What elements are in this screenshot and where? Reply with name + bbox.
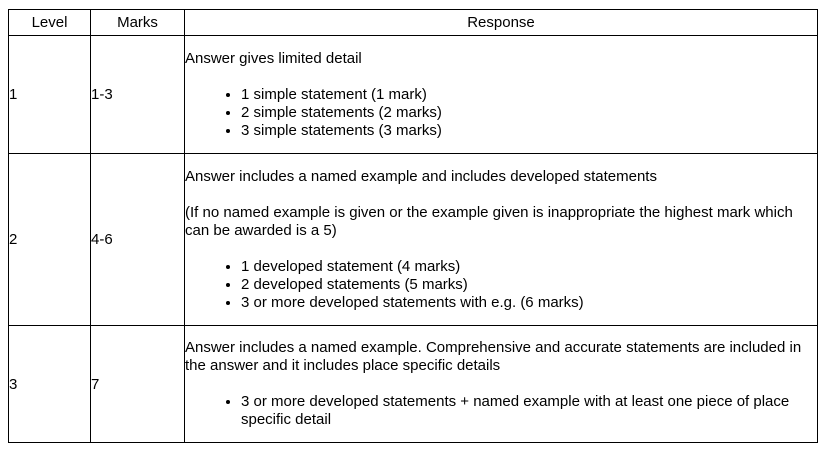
header-marks: Marks bbox=[91, 10, 185, 36]
mark-scheme-table bbox=[8, 9, 818, 443]
list-item: • 2 developed statements (5 marks) bbox=[241, 276, 817, 294]
response-list bbox=[185, 86, 817, 140]
table-row bbox=[9, 154, 818, 326]
response-cell bbox=[185, 326, 818, 443]
table-row bbox=[9, 326, 818, 443]
marks-cell: 1-3 bbox=[91, 36, 185, 154]
list-item: • 3 or more developed statements + named example with at least one piece of place specific detail bbox=[241, 393, 817, 429]
level-cell: 2 bbox=[9, 154, 91, 326]
level-cell: 3 bbox=[9, 326, 91, 443]
response-intro: Answer gives limited detail bbox=[185, 49, 362, 67]
response-list bbox=[185, 393, 817, 429]
list-item: • 2 simple statements (2 marks) bbox=[241, 104, 817, 122]
level-cell: 1 bbox=[9, 36, 91, 154]
response-intro: Answer includes a named example. Comprehensive and accurate statements are included in the answer and it includes place specific details bbox=[185, 339, 802, 374]
table-row bbox=[9, 36, 818, 154]
list-item: • 3 simple statements (3 marks) bbox=[241, 122, 817, 140]
list-item: • 1 developed statement (4 marks) bbox=[241, 258, 817, 276]
response-intro: Answer includes a named example and includes developed statements bbox=[185, 167, 657, 185]
response-cell bbox=[185, 154, 818, 326]
list-item: • 3 or more developed statements with e.g. (6 marks) bbox=[241, 294, 817, 312]
response-list bbox=[185, 258, 817, 312]
header-response: Response bbox=[185, 10, 818, 36]
header-level: Level bbox=[9, 10, 91, 36]
header-row bbox=[9, 10, 818, 36]
response-cell bbox=[185, 36, 818, 154]
marks-cell: 4-6 bbox=[91, 154, 185, 326]
list-item: • 1 simple statement (1 mark) bbox=[241, 86, 817, 104]
marks-cell: 7 bbox=[91, 326, 185, 443]
response-note: (If no named example is given or the example given is inappropriate the highest mark which can be awarded is a 5) bbox=[185, 203, 793, 239]
